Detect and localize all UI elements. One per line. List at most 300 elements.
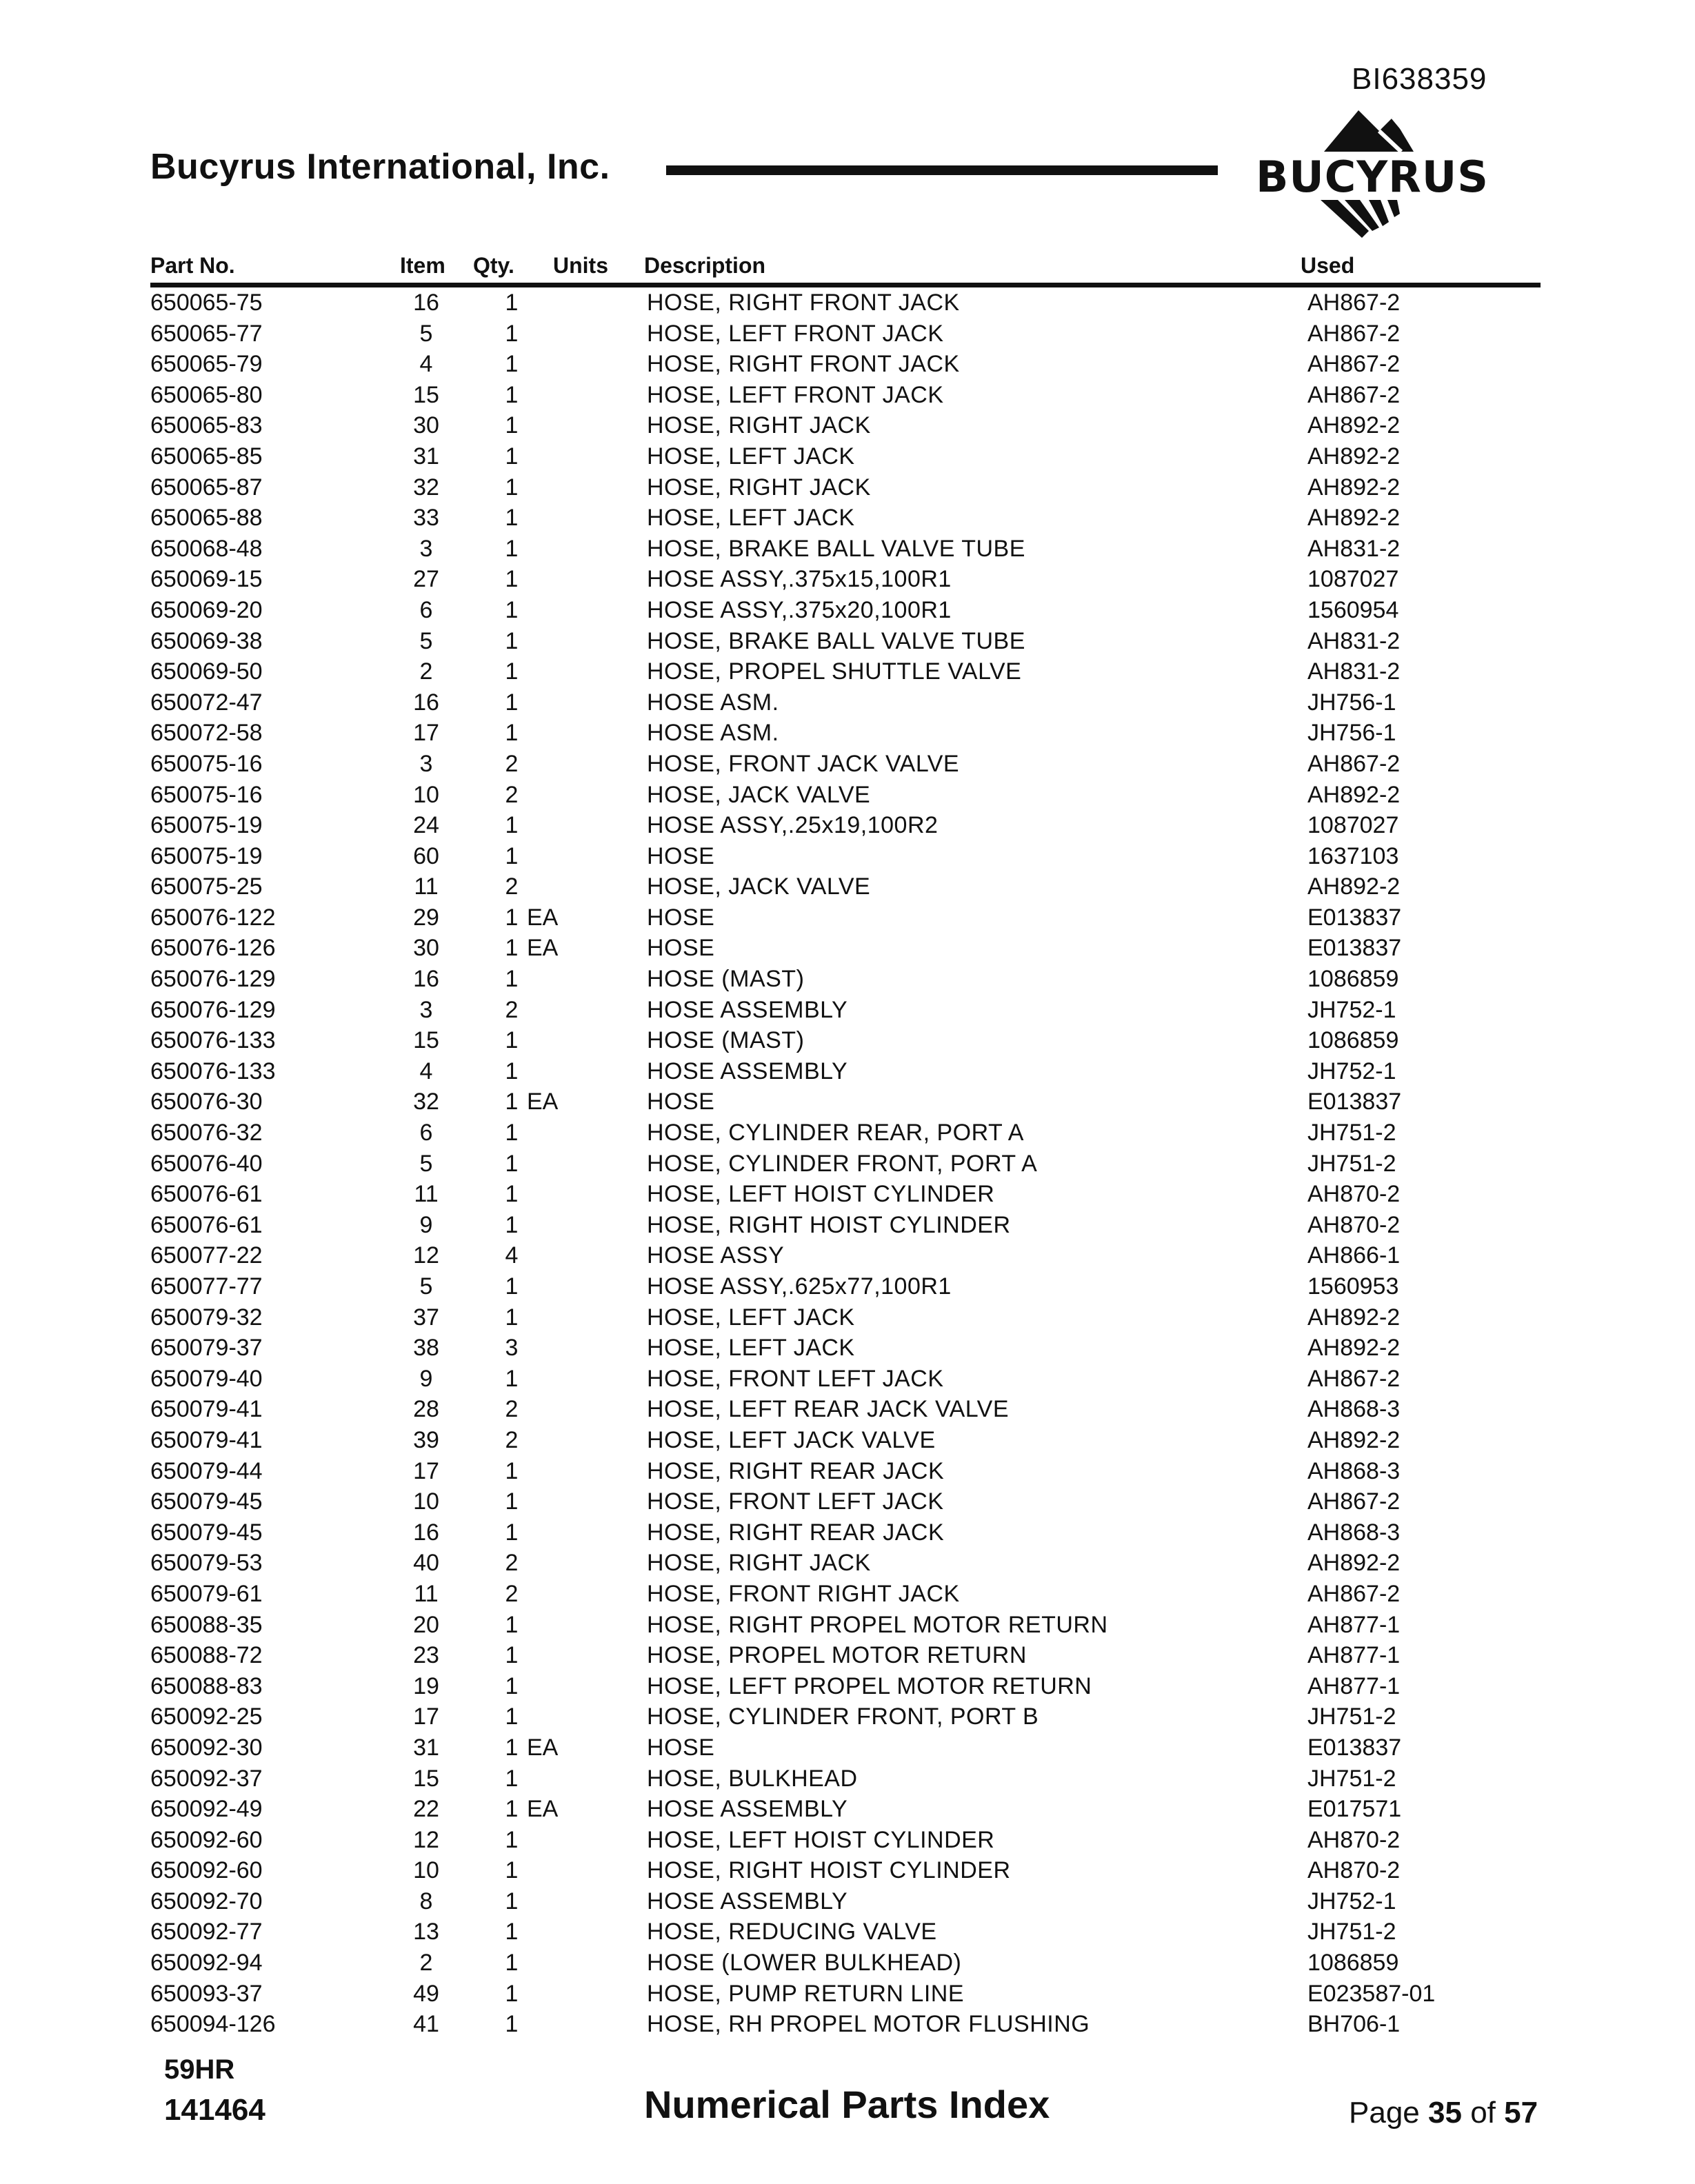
item-cell: 32 [413,1089,439,1115]
used-cell: AH866-1 [1307,1242,1401,1269]
item-cell: 5 [419,1273,433,1300]
qty-cell: 1 [505,1734,519,1761]
table-row [0,841,1695,872]
table-row [0,1794,1695,1825]
description-cell: HOSE, RIGHT JACK [647,474,871,501]
used-cell: 1560954 [1307,596,1399,623]
description-cell: HOSE, LEFT REAR JACK VALVE [647,1396,1010,1423]
table-row [0,995,1695,1026]
part-number-cell: 650065-87 [150,474,263,501]
description-cell: HOSE, RIGHT REAR JACK [647,1519,945,1546]
used-cell: AH867-2 [1307,290,1401,316]
used-cell: E023587-01 [1307,1980,1436,2007]
part-number-cell: 650079-53 [150,1550,263,1577]
used-cell: E017571 [1307,1796,1402,1823]
bucyrus-logo [1241,103,1503,248]
part-number-cell: 650088-83 [150,1672,263,1699]
description-cell: HOSE, PUMP RETURN LINE [647,1980,965,2007]
footer-title: Numerical Parts Index [644,2083,1050,2126]
table-row [0,780,1695,811]
qty-cell: 1 [505,1304,519,1331]
item-cell: 2 [419,1950,433,1976]
table-row [0,687,1695,718]
qty-cell: 1 [505,1519,519,1546]
used-cell: E013837 [1307,935,1402,962]
item-cell: 16 [413,290,439,316]
qty-cell: 1 [505,1611,519,1638]
footer-model: 59HR [164,2054,235,2085]
qty-cell: 1 [505,627,519,654]
used-cell: AH870-2 [1307,1826,1401,1853]
qty-cell: 3 [505,1335,519,1362]
qty-cell: 2 [505,1580,519,1607]
part-number-cell: 650079-32 [150,1304,263,1331]
part-number-cell: 650076-61 [150,1181,263,1208]
qty-cell: 1 [505,935,519,962]
qty-cell: 1 [505,351,519,378]
table-row [0,1825,1695,1856]
part-number-cell: 650092-70 [150,1888,263,1914]
table-row [0,964,1695,995]
item-cell: 17 [413,1703,439,1730]
qty-cell: 1 [505,535,519,562]
table-row [0,1517,1695,1548]
used-cell: AH867-2 [1307,750,1401,777]
description-cell: HOSE, LEFT JACK [647,1304,855,1331]
item-cell: 29 [413,904,439,931]
table-row [0,564,1695,595]
description-cell: HOSE (MAST) [647,966,805,993]
part-number-cell: 650065-88 [150,505,263,532]
part-number-cell: 650092-60 [150,1857,263,1884]
item-cell: 4 [419,351,433,378]
part-number-cell: 650092-30 [150,1734,263,1761]
part-number-cell: 650079-41 [150,1426,263,1453]
part-number-cell: 650076-30 [150,1089,263,1115]
table-row [0,1240,1695,1271]
item-cell: 5 [419,1150,433,1177]
item-cell: 3 [419,535,433,562]
used-cell: 1637103 [1307,842,1399,869]
table-row [0,1210,1695,1241]
part-number-cell: 650065-83 [150,412,263,439]
item-cell: 16 [413,1519,439,1546]
part-number-cell: 650079-41 [150,1396,263,1423]
item-cell: 6 [419,1120,433,1146]
item-cell: 10 [413,1857,439,1884]
used-cell: JH752-1 [1307,1888,1396,1914]
table-row [0,595,1695,626]
description-cell: HOSE, LEFT HOIST CYLINDER [647,1181,995,1208]
used-cell: E013837 [1307,1734,1402,1761]
item-cell: 6 [419,596,433,623]
qty-cell: 1 [505,566,519,593]
item-cell: 10 [413,781,439,808]
used-cell: 1086859 [1307,966,1399,993]
company-name: Bucyrus International, Inc. [150,147,610,187]
column-header-item: Item [400,253,445,278]
description-cell: HOSE ASM. [647,689,779,716]
part-number-cell: 650079-37 [150,1335,263,1362]
description-cell: HOSE (LOWER BULKHEAD) [647,1950,962,1976]
used-cell: AH867-2 [1307,1580,1401,1607]
page-of: of [1470,2096,1496,2130]
item-cell: 30 [413,935,439,962]
table-row [0,1394,1695,1425]
table-row [0,1701,1695,1732]
item-cell: 60 [413,842,439,869]
item-cell: 11 [414,1580,439,1607]
item-cell: 9 [419,1211,433,1238]
footer-number: 141464 [164,2093,265,2127]
qty-cell: 1 [505,505,519,532]
qty-cell: 1 [505,1642,519,1669]
table-row [0,1886,1695,1917]
used-cell: AH892-2 [1307,474,1401,501]
qty-cell: 1 [505,1857,519,1884]
part-number-cell: 650076-133 [150,1027,276,1054]
part-number-cell: 650079-44 [150,1457,263,1484]
page-word: Page [1349,2096,1420,2130]
table-row [0,1671,1695,1702]
part-number-cell: 650075-16 [150,750,263,777]
part-number-cell: 650079-61 [150,1580,263,1607]
qty-cell: 2 [505,781,519,808]
qty-cell: 1 [505,290,519,316]
units-cell: EA [527,1734,559,1761]
used-cell: AH870-2 [1307,1211,1401,1238]
units-cell: EA [527,935,559,962]
used-cell: AH868-3 [1307,1457,1401,1484]
description-cell: HOSE, FRONT LEFT JACK [647,1488,944,1515]
column-header-qty: Qty. [473,253,514,278]
used-cell: JH752-1 [1307,1058,1396,1084]
table-row [0,1732,1695,1763]
description-cell: HOSE [647,935,715,962]
qty-cell: 4 [505,1242,519,1269]
description-cell: HOSE ASSY,.375x20,100R1 [647,596,952,623]
qty-cell: 1 [505,1211,519,1238]
table-row [0,318,1695,350]
part-number-cell: 650076-126 [150,935,276,962]
item-cell: 24 [413,812,439,839]
item-cell: 33 [413,505,439,532]
logo-text: BUCYRUS [1256,152,1489,202]
table-row [0,810,1695,841]
description-cell: HOSE [647,842,715,869]
used-cell: AH868-3 [1307,1396,1401,1423]
description-cell: HOSE, RIGHT HOIST CYLINDER [647,1857,1011,1884]
used-cell: AH870-2 [1307,1181,1401,1208]
item-cell: 38 [413,1335,439,1362]
description-cell: HOSE [647,904,715,931]
item-cell: 5 [419,627,433,654]
units-cell: EA [527,904,559,931]
used-cell: E013837 [1307,1089,1402,1115]
page-total: 57 [1504,2096,1538,2130]
qty-cell: 1 [505,381,519,408]
description-cell: HOSE, FRONT LEFT JACK [647,1365,944,1392]
used-cell: AH867-2 [1307,320,1401,347]
used-cell: AH892-2 [1307,412,1401,439]
description-cell: HOSE, LEFT FRONT JACK [647,381,944,408]
item-cell: 15 [413,1765,439,1792]
part-number-cell: 650069-15 [150,566,263,593]
description-cell: HOSE [647,1734,715,1761]
description-cell: HOSE (MAST) [647,1027,805,1054]
column-header-description: Description [644,253,766,278]
part-number-cell: 650065-79 [150,351,263,378]
part-number-cell: 650072-47 [150,689,263,716]
item-cell: 32 [413,474,439,501]
qty-cell: 1 [505,689,519,716]
qty-cell: 1 [505,1950,519,1976]
part-number-cell: 650065-85 [150,443,263,469]
qty-cell: 1 [505,720,519,747]
description-cell: HOSE, BULKHEAD [647,1765,858,1792]
used-cell: AH892-2 [1307,505,1401,532]
description-cell: HOSE ASSY [647,1242,785,1269]
part-number-cell: 650065-77 [150,320,263,347]
item-cell: 23 [413,1642,439,1669]
description-cell: HOSE, FRONT JACK VALVE [647,750,960,777]
used-cell: 1086859 [1307,1950,1399,1976]
table-row [0,472,1695,503]
item-cell: 3 [419,996,433,1023]
qty-cell: 1 [505,812,519,839]
used-cell: AH877-1 [1307,1672,1401,1699]
part-number-cell: 650079-45 [150,1488,263,1515]
used-cell: JH751-2 [1307,1150,1396,1177]
part-number-cell: 650076-133 [150,1058,276,1084]
item-cell: 16 [413,689,439,716]
page-current: 35 [1428,2096,1462,2130]
item-cell: 40 [413,1550,439,1577]
item-cell: 11 [414,873,439,900]
part-number-cell: 650088-35 [150,1611,263,1638]
part-number-cell: 650075-16 [150,781,263,808]
item-cell: 15 [413,381,439,408]
part-number-cell: 650076-32 [150,1120,263,1146]
qty-cell: 1 [505,842,519,869]
item-cell: 20 [413,1611,439,1638]
used-cell: AH892-2 [1307,1335,1401,1362]
part-number-cell: 650075-25 [150,873,263,900]
item-cell: 22 [413,1796,439,1823]
description-cell: HOSE, LEFT FRONT JACK [647,320,944,347]
description-cell: HOSE, RIGHT JACK [647,412,871,439]
used-cell: AH892-2 [1307,781,1401,808]
qty-cell: 1 [505,1120,519,1146]
used-cell: JH756-1 [1307,720,1396,747]
description-cell: HOSE, PROPEL SHUTTLE VALVE [647,658,1022,685]
table-row [0,1917,1695,1948]
table-row [0,1763,1695,1794]
units-cell: EA [527,1796,559,1823]
part-number-cell: 650076-129 [150,966,276,993]
part-number-cell: 650092-25 [150,1703,263,1730]
item-cell: 10 [413,1488,439,1515]
qty-cell: 1 [505,966,519,993]
description-cell: HOSE, LEFT JACK VALVE [647,1426,936,1453]
table-row [0,1333,1695,1364]
qty-cell: 1 [505,1027,519,1054]
description-cell: HOSE, CYLINDER FRONT, PORT B [647,1703,1039,1730]
used-cell: E013837 [1307,904,1402,931]
qty-cell: 1 [505,596,519,623]
description-cell: HOSE ASSY,.375x15,100R1 [647,566,952,593]
item-cell: 4 [419,1058,433,1084]
description-cell: HOSE, JACK VALVE [647,781,871,808]
used-cell: JH751-2 [1307,1919,1396,1945]
description-cell: HOSE ASSY,.625x77,100R1 [647,1273,952,1300]
item-cell: 11 [414,1181,439,1208]
part-number-cell: 650079-45 [150,1519,263,1546]
item-cell: 41 [413,2011,439,2038]
part-number-cell: 650069-38 [150,627,263,654]
qty-cell: 2 [505,1550,519,1577]
part-number-cell: 650092-37 [150,1765,263,1792]
qty-cell: 2 [505,996,519,1023]
part-number-cell: 650079-40 [150,1365,263,1392]
description-cell: HOSE, LEFT JACK [647,443,855,469]
description-cell: HOSE, CYLINDER FRONT, PORT A [647,1150,1038,1177]
item-cell: 5 [419,320,433,347]
used-cell: BH706-1 [1307,2011,1401,2038]
description-cell: HOSE, FRONT RIGHT JACK [647,1580,960,1607]
item-cell: 15 [413,1027,439,1054]
item-cell: 30 [413,412,439,439]
part-number-cell: 650065-80 [150,381,263,408]
table-row [0,1025,1695,1056]
qty-cell: 1 [505,1181,519,1208]
item-cell: 13 [413,1919,439,1945]
qty-cell: 1 [505,1089,519,1115]
part-number-cell: 650092-77 [150,1919,263,1945]
qty-cell: 1 [505,1888,519,1914]
item-cell: 31 [413,443,439,469]
description-cell: HOSE ASSEMBLY [647,1058,848,1084]
used-cell: 1087027 [1307,812,1399,839]
qty-cell: 1 [505,1703,519,1730]
column-header-used: Used [1301,253,1355,278]
used-cell: JH756-1 [1307,689,1396,716]
table-row [0,656,1695,687]
item-cell: 19 [413,1672,439,1699]
page-indicator [1349,2096,1538,2130]
qty-cell: 2 [505,750,519,777]
description-cell: HOSE, BRAKE BALL VALVE TUBE [647,627,1025,654]
used-cell: AH892-2 [1307,1550,1401,1577]
qty-cell: 1 [505,904,519,931]
part-number-cell: 650077-22 [150,1242,263,1269]
part-number-cell: 650076-61 [150,1211,263,1238]
table-row [0,534,1695,565]
column-header-part-no: Part No. [150,253,235,278]
used-cell: AH867-2 [1307,1365,1401,1392]
qty-cell: 1 [505,1488,519,1515]
item-cell: 3 [419,750,433,777]
table-row [0,503,1695,534]
qty-cell: 1 [505,443,519,469]
description-cell: HOSE, RIGHT JACK [647,1550,871,1577]
used-cell: 1560953 [1307,1273,1399,1300]
part-number-cell: 650069-20 [150,596,263,623]
qty-cell: 1 [505,658,519,685]
description-cell: HOSE, RIGHT FRONT JACK [647,290,960,316]
part-number-cell: 650076-40 [150,1150,263,1177]
item-cell: 12 [413,1826,439,1853]
item-cell: 39 [413,1426,439,1453]
item-cell: 16 [413,966,439,993]
qty-cell: 1 [505,1150,519,1177]
used-cell: 1086859 [1307,1027,1399,1054]
used-cell: AH867-2 [1307,351,1401,378]
table-row [0,1948,1695,1979]
description-cell: HOSE, LEFT JACK [647,505,855,532]
qty-cell: 1 [505,412,519,439]
table-row [0,1486,1695,1517]
description-cell: HOSE, RIGHT HOIST CYLINDER [647,1211,1011,1238]
item-cell: 28 [413,1396,439,1423]
used-cell: JH751-2 [1307,1703,1396,1730]
description-cell: HOSE, RIGHT PROPEL MOTOR RETURN [647,1611,1108,1638]
table-row [0,1179,1695,1210]
qty-cell: 1 [505,1365,519,1392]
qty-cell: 1 [505,1826,519,1853]
item-cell: 8 [419,1888,433,1914]
table-row [0,287,1695,318]
table-row [0,1056,1695,1087]
used-cell: AH831-2 [1307,658,1401,685]
table-row [0,2009,1695,2040]
header-underline [150,283,1541,287]
used-cell: AH870-2 [1307,1857,1401,1884]
description-cell: HOSE ASSEMBLY [647,996,848,1023]
qty-cell: 1 [505,1457,519,1484]
table-row [0,1086,1695,1118]
table-row [0,749,1695,780]
qty-cell: 1 [505,1672,519,1699]
description-cell: HOSE, CYLINDER REAR, PORT A [647,1120,1024,1146]
table-row [0,1302,1695,1333]
part-number-cell: 650075-19 [150,842,263,869]
parts-table [0,287,1695,2040]
part-number-cell: 650068-48 [150,535,263,562]
table-row [0,1640,1695,1671]
qty-cell: 2 [505,1426,519,1453]
used-cell: 1087027 [1307,566,1399,593]
used-cell: AH867-2 [1307,1488,1401,1515]
table-row [0,718,1695,749]
used-cell: AH867-2 [1307,381,1401,408]
item-cell: 9 [419,1365,433,1392]
part-number-cell: 650072-58 [150,720,263,747]
table-row [0,1271,1695,1302]
table-row [0,902,1695,933]
table-row [0,441,1695,472]
item-cell: 12 [413,1242,439,1269]
qty-cell: 1 [505,1919,519,1945]
used-cell: AH892-2 [1307,873,1401,900]
used-cell: AH877-1 [1307,1642,1401,1669]
used-cell: AH892-2 [1307,443,1401,469]
description-cell: HOSE ASSY,.25x19,100R2 [647,812,939,839]
used-cell: AH892-2 [1307,1304,1401,1331]
item-cell: 49 [413,1980,439,2007]
table-row [0,1364,1695,1395]
description-cell: HOSE ASSEMBLY [647,1796,848,1823]
